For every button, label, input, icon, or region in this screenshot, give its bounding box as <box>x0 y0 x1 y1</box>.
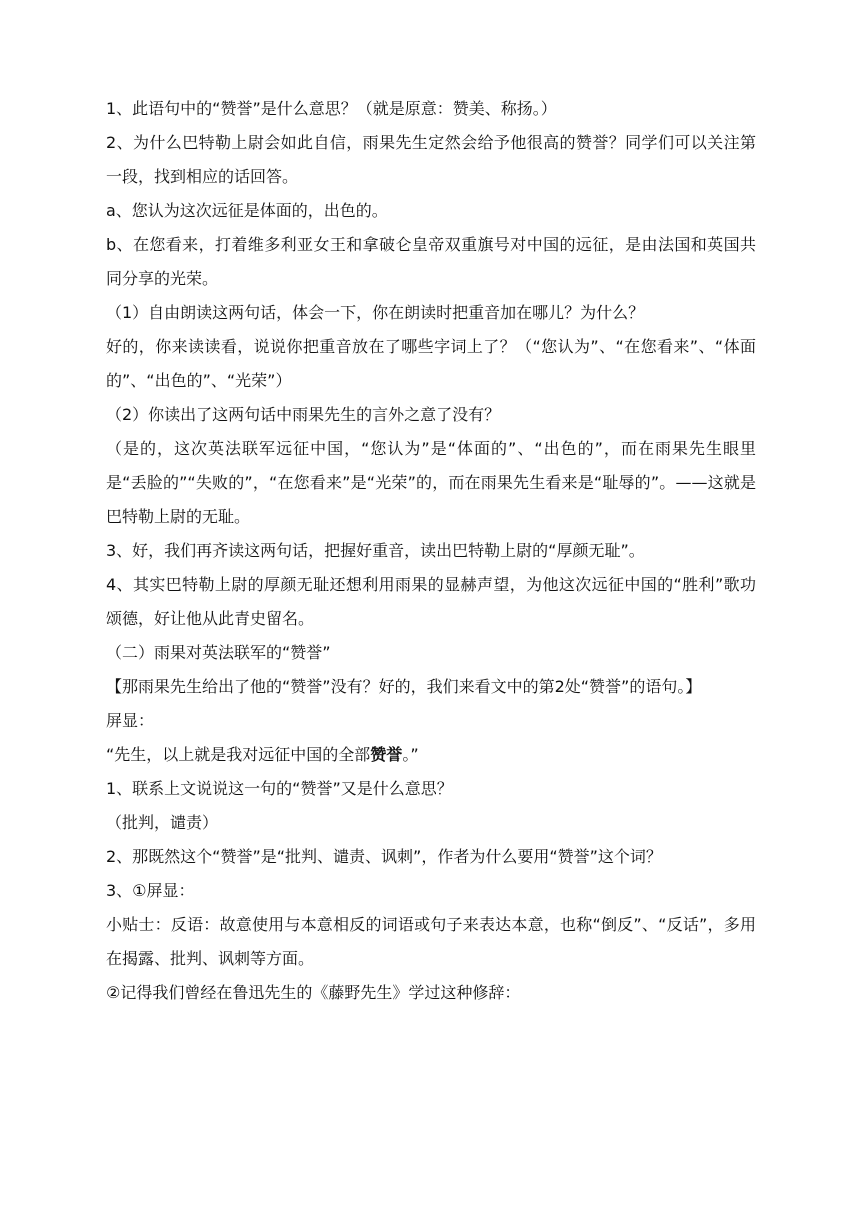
paragraph-question-3: 3、好，我们再齐读这两句话，把握好重音，读出巴特勒上尉的“厚颜无耻”。 <box>106 541 645 560</box>
quoted-sentence <box>106 738 756 772</box>
paragraph-question-4: 4、其实巴特勒上尉的厚颜无耻还想利用雨果的显赫声望，为他这次远征中国的“胜利”歌功颂德，好让他从此青史留名。 <box>106 575 756 628</box>
memory-paragraph: ②记得我们曾经在鲁迅先生的《藤野先生》学过这种修辞： <box>106 983 521 1002</box>
paragraph-question-3b: 3、①屏显： <box>106 881 195 900</box>
quote-normal-text: “先生，以上就是我对远征中国的全部 <box>106 745 371 764</box>
paragraph-answer-b: b、在您看来，打着维多利亚女王和拿破仑皇帝双重旗号对中国的远征，是由法国和英国共同分享的光荣。 <box>106 235 756 288</box>
paragraph-question-1b: 1、联系上文说说这一句的“赞誉”又是什么意思？ <box>106 779 453 798</box>
paragraph-reading-1: （1）自由朗读这两句话，体会一下，你在朗读时把重音加在哪儿？为什么？ <box>106 303 645 322</box>
paragraph-reading-2: （2）你读出了这两句话中雨果先生的言外之意了没有？ <box>106 405 501 424</box>
screen-display-label: 屏显： <box>106 711 155 730</box>
quote-bold-word: 赞誉 <box>370 745 403 764</box>
document-body <box>106 92 756 1010</box>
paragraph-reading-response: 好的，你来读读看，说说你把重音放在了哪些字词上了？（“您认为”、“在您看来”、“体面的”、“出色的”、“光荣”） <box>106 337 756 390</box>
paragraph-explanation: （是的，这次英法联军远征中国，“您认为”是“体面的”、“出色的”，而在雨果先生眼里是“丢脸的”“失败的”，“在您看来”是“光荣”的，而在雨果先生看来是“耻辱的”。——这就是巴特勒上尉的无耻。 <box>106 439 756 526</box>
paragraph-answer-a: a、您认为这次远征是体面的，出色的。 <box>106 201 388 220</box>
paragraph-question-2b: 2、那既然这个“赞誉”是“批判、谴责、讽刺”，作者为什么要用“赞誉”这个词？ <box>106 847 662 866</box>
section-heading: （二）雨果对英法联军的“赞誉” <box>106 643 331 662</box>
paragraph-answer-criticism: （批判，谴责） <box>106 813 219 832</box>
paragraph-question-2: 2、为什么巴特勒上尉会如此自信，雨果先生定然会给予他很高的赞誉？同学们可以关注第一段，找到相应的话回答。 <box>106 133 756 186</box>
quote-ending: 。” <box>402 745 419 764</box>
bracketed-prompt: 【那雨果先生给出了他的“赞誉”没有？好的，我们来看文中的第2处“赞誉”的语句。】 <box>106 677 702 696</box>
tip-paragraph: 小贴士：反语：故意使用与本意相反的词语或句子来表达本意，也称“倒反”、“反话”，多用在揭露、批判、讽刺等方面。 <box>106 915 756 968</box>
paragraph-question-1: 1、此语句中的“赞誉”是什么意思？（就是原意：赞美、称扬。） <box>106 99 557 118</box>
